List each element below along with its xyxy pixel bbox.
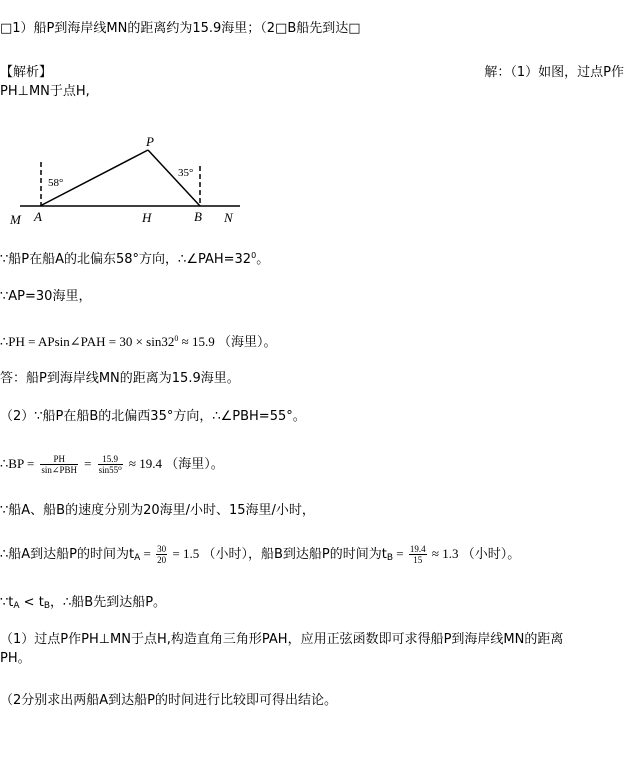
step-3-formula: ∴PH = APsin∠PAH = 30 × sin32 — [0, 334, 175, 349]
step-6: ∴BP = $\frac{PH}{\text{sin∠PBH}}$ = $\frac{15.9}{\text{sin55⁰}}$ ≈ 19.4 （海里）。 — [0, 454, 224, 475]
label-h: H — [142, 210, 152, 225]
step-3-approx: ≈ 15.9 — [178, 334, 218, 349]
step-8-value-a: = 1.5 — [169, 546, 203, 561]
step-8-value-b: ≈ 1.3 — [428, 546, 462, 561]
step-5: （2）∵船P在船B的北偏西35°方向，∴∠PBH=55°。 — [0, 409, 306, 424]
fraction-time-a: $\frac{30}{20}$ — [157, 544, 167, 565]
label-p: P — [146, 134, 154, 149]
angle-b-label: 35° — [178, 167, 194, 179]
label-m: M — [10, 212, 21, 227]
fraction-ph-over-sin: $\frac{PH}{\text{sin∠PBH}}$ — [41, 454, 77, 475]
comment-2: （2分别求出两船A到达船P的时间进行比较即可得出结论。 — [0, 693, 338, 708]
label-n: N — [224, 210, 233, 225]
step-1-text: ∵船P在船A的北偏东58°方向，∴∠PAH=32 — [0, 252, 252, 267]
label-a: A — [34, 209, 42, 224]
step-1-end: 。 — [256, 252, 270, 267]
step-8-sub-a: A — [134, 553, 141, 563]
step-1-degree: 0 — [251, 251, 257, 260]
step-6-lhs: ∴BP = — [0, 456, 35, 471]
step-9-ta: ∵t — [0, 595, 14, 610]
analysis-continuation: PH⊥MN于点H, — [0, 84, 90, 99]
step-8-b-text: 船B到达船P的时间为t — [260, 547, 387, 562]
step-1 — [0, 247, 269, 269]
step-9-lt: < t — [19, 595, 44, 610]
step-8-a-text: ∴船A到达船P的时间为t — [0, 547, 135, 562]
step-8: ∴船A到达船P的时间为$t_A$ = $\frac{30}{20}$ = 1.5 （小时），船B到达船P的时间为$t_B$ = $\frac{19.4}{15}$ ≈ 1.3 （小时）。 — [0, 544, 521, 565]
step-3-degree: 0 — [174, 334, 179, 343]
answer-line: □1）船P到海岸线MN的距离约为15.9海里；（2□B船先到达□ — [0, 21, 361, 36]
fraction-value: $\frac{15.9}{\text{sin55⁰}}$ — [98, 454, 122, 475]
step-2: ∵AP=30海里， — [0, 289, 92, 304]
label-b: B — [194, 209, 202, 224]
comment-1-line-1: （1）过点P作PH⊥MN于点H,构造直角三角形PAH，应用正弦函数即可求得船P到海岸线MN的距离 — [0, 632, 564, 647]
step-6-approx: ≈ 19.4 — [128, 456, 166, 471]
geometry-diagram — [8, 128, 258, 228]
step-6-unit: （海里）。 — [165, 457, 224, 472]
analysis-intro: 解：（1）如图，过点P作 — [484, 65, 624, 80]
fraction-time-b: $\frac{19.4}{15}$ — [409, 544, 426, 565]
step-4-answer: 答：船P到海岸线MN的距离为15.9海里。 — [0, 371, 240, 386]
step-3-unit: （海里）。 — [217, 335, 277, 350]
angle-a-label: 58° — [48, 177, 64, 189]
step-3 — [0, 330, 277, 352]
step-8-sub-b: B — [386, 553, 394, 563]
step-7: ∵船A、船B的速度分别为20海里/小时、15海里/小时， — [0, 503, 315, 518]
comment-1-line-2: PH。 — [0, 651, 31, 666]
step-8-unit-b: （小时）。 — [461, 547, 521, 562]
analysis-title: 【解析】 — [0, 65, 53, 80]
step-8-unit-a: （小时）， — [202, 547, 261, 562]
step-9: $\because t_A < t_B$，∴船B先到达船P。 — [0, 595, 167, 611]
step-9-conclusion: ，∴船B先到达船P。 — [50, 595, 167, 610]
